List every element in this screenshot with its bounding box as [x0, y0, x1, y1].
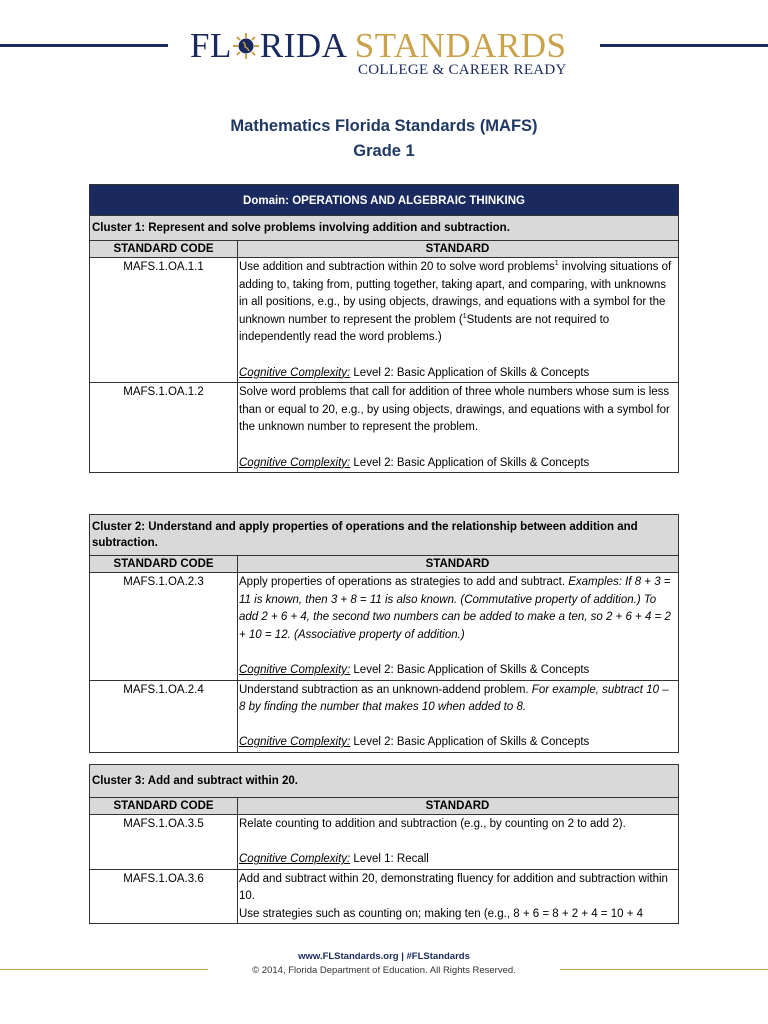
standard-text: Understand subtraction as an unknown-addend problem. For example, subtract 10 – 8 by finding the number that makes 10 when added to 8. Cognitive Complexity: Level 2: Basic Application of Skills & Concepts: [238, 681, 678, 752]
cognitive-complexity: Cognitive Complexity: Level 2: Basic Application of Skills & Concepts: [239, 663, 590, 676]
cluster-3-table: [89, 764, 679, 924]
col-header-code: STANDARD CODE: [90, 241, 238, 257]
column-headers: [89, 556, 679, 573]
standard-code: MAFS.1.OA.2.3: [90, 573, 238, 680]
cluster-title: Cluster 1: Represent and solve problems involving addition and subtraction.: [89, 216, 679, 241]
cognitive-complexity: Cognitive Complexity: Level 2: Basic Application of Skills & Concepts: [239, 736, 590, 749]
florida-standards-logo: [190, 26, 590, 82]
standard-code: MAFS.1.OA.3.5: [90, 815, 238, 869]
column-headers: [89, 241, 679, 258]
page-title: Mathematics Florida Standards (MAFS): [230, 117, 538, 135]
logo-word-florida-start: FL: [190, 26, 232, 65]
logo-word-florida-end: RIDA: [259, 26, 346, 65]
standard-code: MAFS.1.OA.1.1: [90, 258, 238, 382]
column-headers: [89, 798, 679, 815]
footer-copyright: © 2014, Florida Department of Education. All Rights Reserved.: [252, 965, 516, 976]
header-rule-right: [600, 44, 768, 47]
table-row: [89, 258, 679, 383]
cluster-2-table: [89, 514, 679, 753]
table-row: [89, 383, 679, 473]
standard-text: Add and subtract within 20, demonstrating fluency for addition and subtraction within 10. Use strategies such as counting on; making ten (e.g., 8 + 6 = 8 + 2 + 4 = 10 + 4: [239, 872, 668, 920]
cognitive-complexity: Cognitive Complexity: Level 2: Basic Application of Skills & Concepts: [239, 456, 590, 469]
standard-code: MAFS.1.OA.1.2: [90, 383, 238, 472]
footer-links[interactable]: www.FLStandards.org | #FLStandards: [298, 951, 470, 962]
page-subtitle: Grade 1: [353, 142, 415, 160]
col-header-standard: STANDARD: [425, 558, 490, 570]
table-row: [89, 815, 679, 870]
header-rule-left: [0, 44, 168, 47]
col-header-code: STANDARD CODE: [90, 798, 238, 814]
col-header-standard: STANDARD: [425, 243, 490, 255]
cognitive-complexity: Cognitive Complexity: Level 1: Recall: [239, 853, 429, 866]
cognitive-complexity: Cognitive Complexity: Level 2: Basic Application of Skills & Concepts: [239, 366, 590, 379]
table-row: [89, 681, 679, 753]
logo-word-standards: STANDARDS: [354, 26, 567, 65]
cluster-1-table: [89, 184, 679, 473]
table-row: [89, 573, 679, 681]
cluster-title: Cluster 3: Add and subtract within 20.: [89, 764, 679, 798]
logo-wordmark: [190, 26, 566, 66]
standard-text: Relate counting to addition and subtraction (e.g., by counting on 2 to add 2). Cognitive Complexity: Level 1: Recall: [238, 815, 678, 869]
domain-header: Domain: OPERATIONS AND ALGEBRAIC THINKING: [89, 184, 679, 216]
cluster-title: Cluster 2: Understand and apply properties of operations and the relationship between addition and subtraction.: [89, 514, 679, 556]
standard-code: MAFS.1.OA.2.4: [90, 681, 238, 752]
standard-code: MAFS.1.OA.3.6: [90, 870, 238, 923]
standard-text: Solve word problems that call for addition of three whole numbers whose sum is less than or equal to 20, e.g., by using objects, drawings, and equations with a symbol for the unknown number to represent the problem. Cognitive Complexity: Level 2: Basic Application of Skills & Concepts: [238, 383, 678, 472]
col-header-standard: STANDARD: [425, 800, 490, 812]
col-header-code: STANDARD CODE: [90, 556, 238, 572]
standard-text: Use addition and subtraction within 20 to solve word problems$^1$ involving situations of adding to, taking from, putting together, taking apart, and comparing, with unknowns in all positions, e.g., by using objects, drawings, and equations with a symbol for the unknown number to represent the problem ($^1$Students are not required to independently read the word problems.) Cognitive Complexity: Level 2: Basic Application of Skills & Concepts: [238, 258, 678, 382]
table-row: [89, 870, 679, 924]
sun-globe-icon: [233, 33, 259, 59]
standard-text: Apply properties of operations as strategies to add and subtract. Examples: If 8 + 3 = 11 is known, then 3 + 8 = 11 is also known. (Commutative property of addition.) To add 2 + 6 + 4, the second two numbers can be added to make a ten, so 2 + 6 + 4 = 2 + 10 = 12. (Associative property of addition.) Cognitive Complexity: Level 2: Basic Application of Skills & Concepts: [238, 573, 678, 680]
logo-tagline: COLLEGE & CAREER READY: [358, 62, 567, 78]
